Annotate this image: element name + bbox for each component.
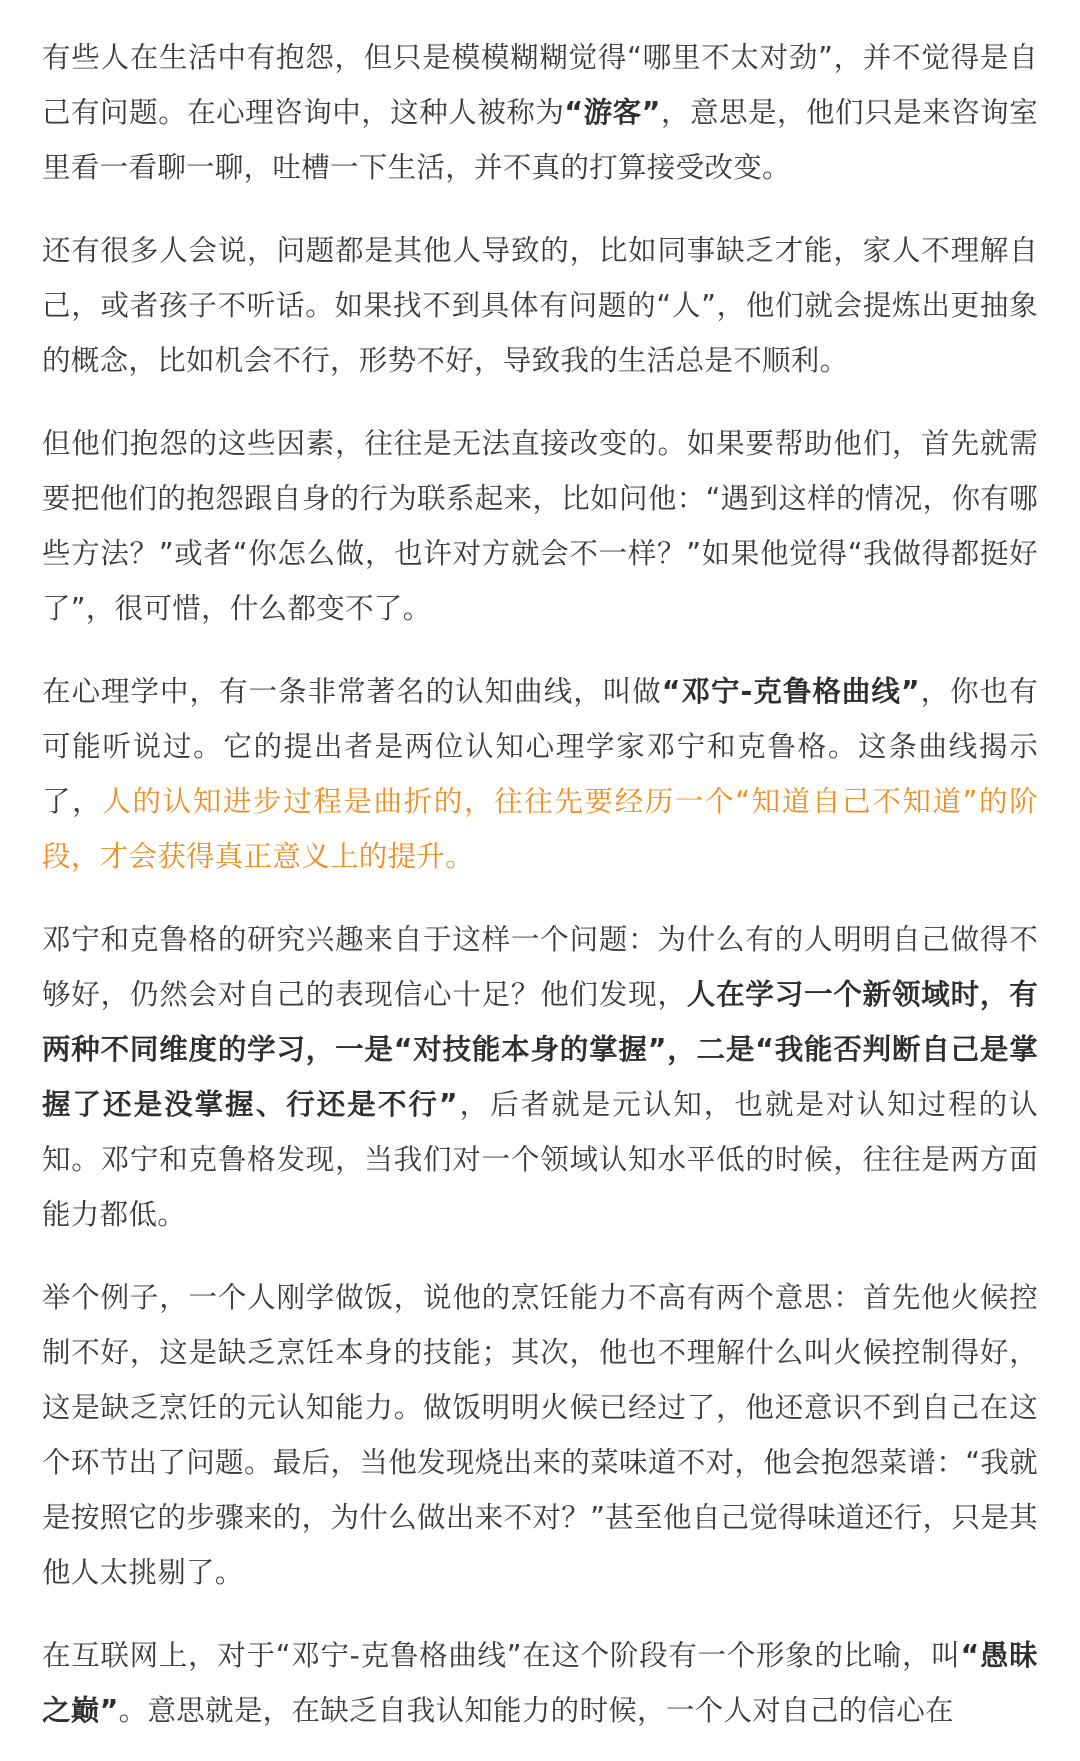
paragraph-4 xyxy=(42,664,1038,884)
bold-text-two-dimensions: 人在学习一个新领域时，有两种不同维度的学习，一是“对技能本身的掌握”，二是“我能否判断自己是掌握了还是没掌握、行还是不行” xyxy=(42,978,1038,1121)
bold-term-tourist: “游客” xyxy=(564,96,661,129)
text-segment: ，后者就是元认知，也就是对认知过程的认知。邓宁和克鲁格发现，当我们对一个领域认知水平低的时候，往往是两方面能力都低。 xyxy=(42,1088,1038,1231)
paragraph-7 xyxy=(42,1628,1038,1738)
paragraph-3 xyxy=(42,416,1038,636)
paragraph-1 xyxy=(42,30,1038,195)
text-segment: 在互联网上，对于“邓宁-克鲁格曲线”在这个阶段有一个形象的比喻，叫 xyxy=(42,1639,961,1672)
text-segment: 有些人在生活中有抱怨，但只是模模糊糊觉得“哪里不太对劲”，并不觉得是自己有问题。在心理咨询中，这种人被称为 xyxy=(42,41,1038,129)
highlight-text: 人的认知进步过程是曲折的，往往先要经历一个“知道自己不知道”的阶段，才会获得真正意义上的提升。 xyxy=(42,785,1038,873)
text-segment: 但他们抱怨的这些因素，往往是无法直接改变的。如果要帮助他们，首先就需要把他们的抱怨跟自身的行为联系起来，比如问他：“遇到这样的情况，你有哪些方法？”或者“你怎么做，也许对方就会不一样？”如果他觉得“我做得都挺好了”，很可惜，什么都变不了。 xyxy=(42,427,1038,625)
bold-term-peak-of-stupidity: “愚昧之巅” xyxy=(42,1639,1038,1727)
paragraph-6 xyxy=(42,1270,1038,1600)
text-segment: ，你也有可能听说过。它的提出者是两位认知心理学家邓宁和克鲁格。这条曲线揭示了， xyxy=(42,675,1038,818)
bold-term-dunning-kruger: “邓宁-克鲁格曲线” xyxy=(661,675,920,708)
text-segment: 。意思就是，在缺乏自我认知能力的时候，一个人对自己的信心在 xyxy=(118,1694,954,1727)
text-segment: ，意思是，他们只是来咨询室里看一看聊一聊，吐槽一下生活，并不真的打算接受改变。 xyxy=(42,96,1038,184)
paragraph-2 xyxy=(42,223,1038,388)
text-segment: 邓宁和克鲁格的研究兴趣来自于这样一个问题：为什么有的人明明自己做得不够好，仍然会对自己的表现信心十足？他们发现， xyxy=(42,923,1038,1011)
paragraph-5 xyxy=(42,912,1038,1242)
text-segment: 举个例子，一个人刚学做饭，说他的烹饪能力不高有两个意思：首先他火候控制不好，这是缺乏烹饪本身的技能；其次，他也不理解什么叫火候控制得好，这是缺乏烹饪的元认知能力。做饭明明火候已经过了，他还意识不到自己在这个环节出了问题。最后，当他发现烧出来的菜味道不对，他会抱怨菜谱：“我就是按照它的步骤来的，为什么做出来不对？”甚至他自己觉得味道还行，只是其他人太挑剔了。 xyxy=(42,1281,1038,1589)
text-segment: 在心理学中，有一条非常著名的认知曲线，叫做 xyxy=(42,675,662,708)
text-segment: 还有很多人会说，问题都是其他人导致的，比如同事缺乏才能，家人不理解自己，或者孩子不听话。如果找不到具体有问题的“人”，他们就会提炼出更抽象的概念，比如机会不行，形势不好，导致我的生活总是不顺利。 xyxy=(42,234,1038,377)
